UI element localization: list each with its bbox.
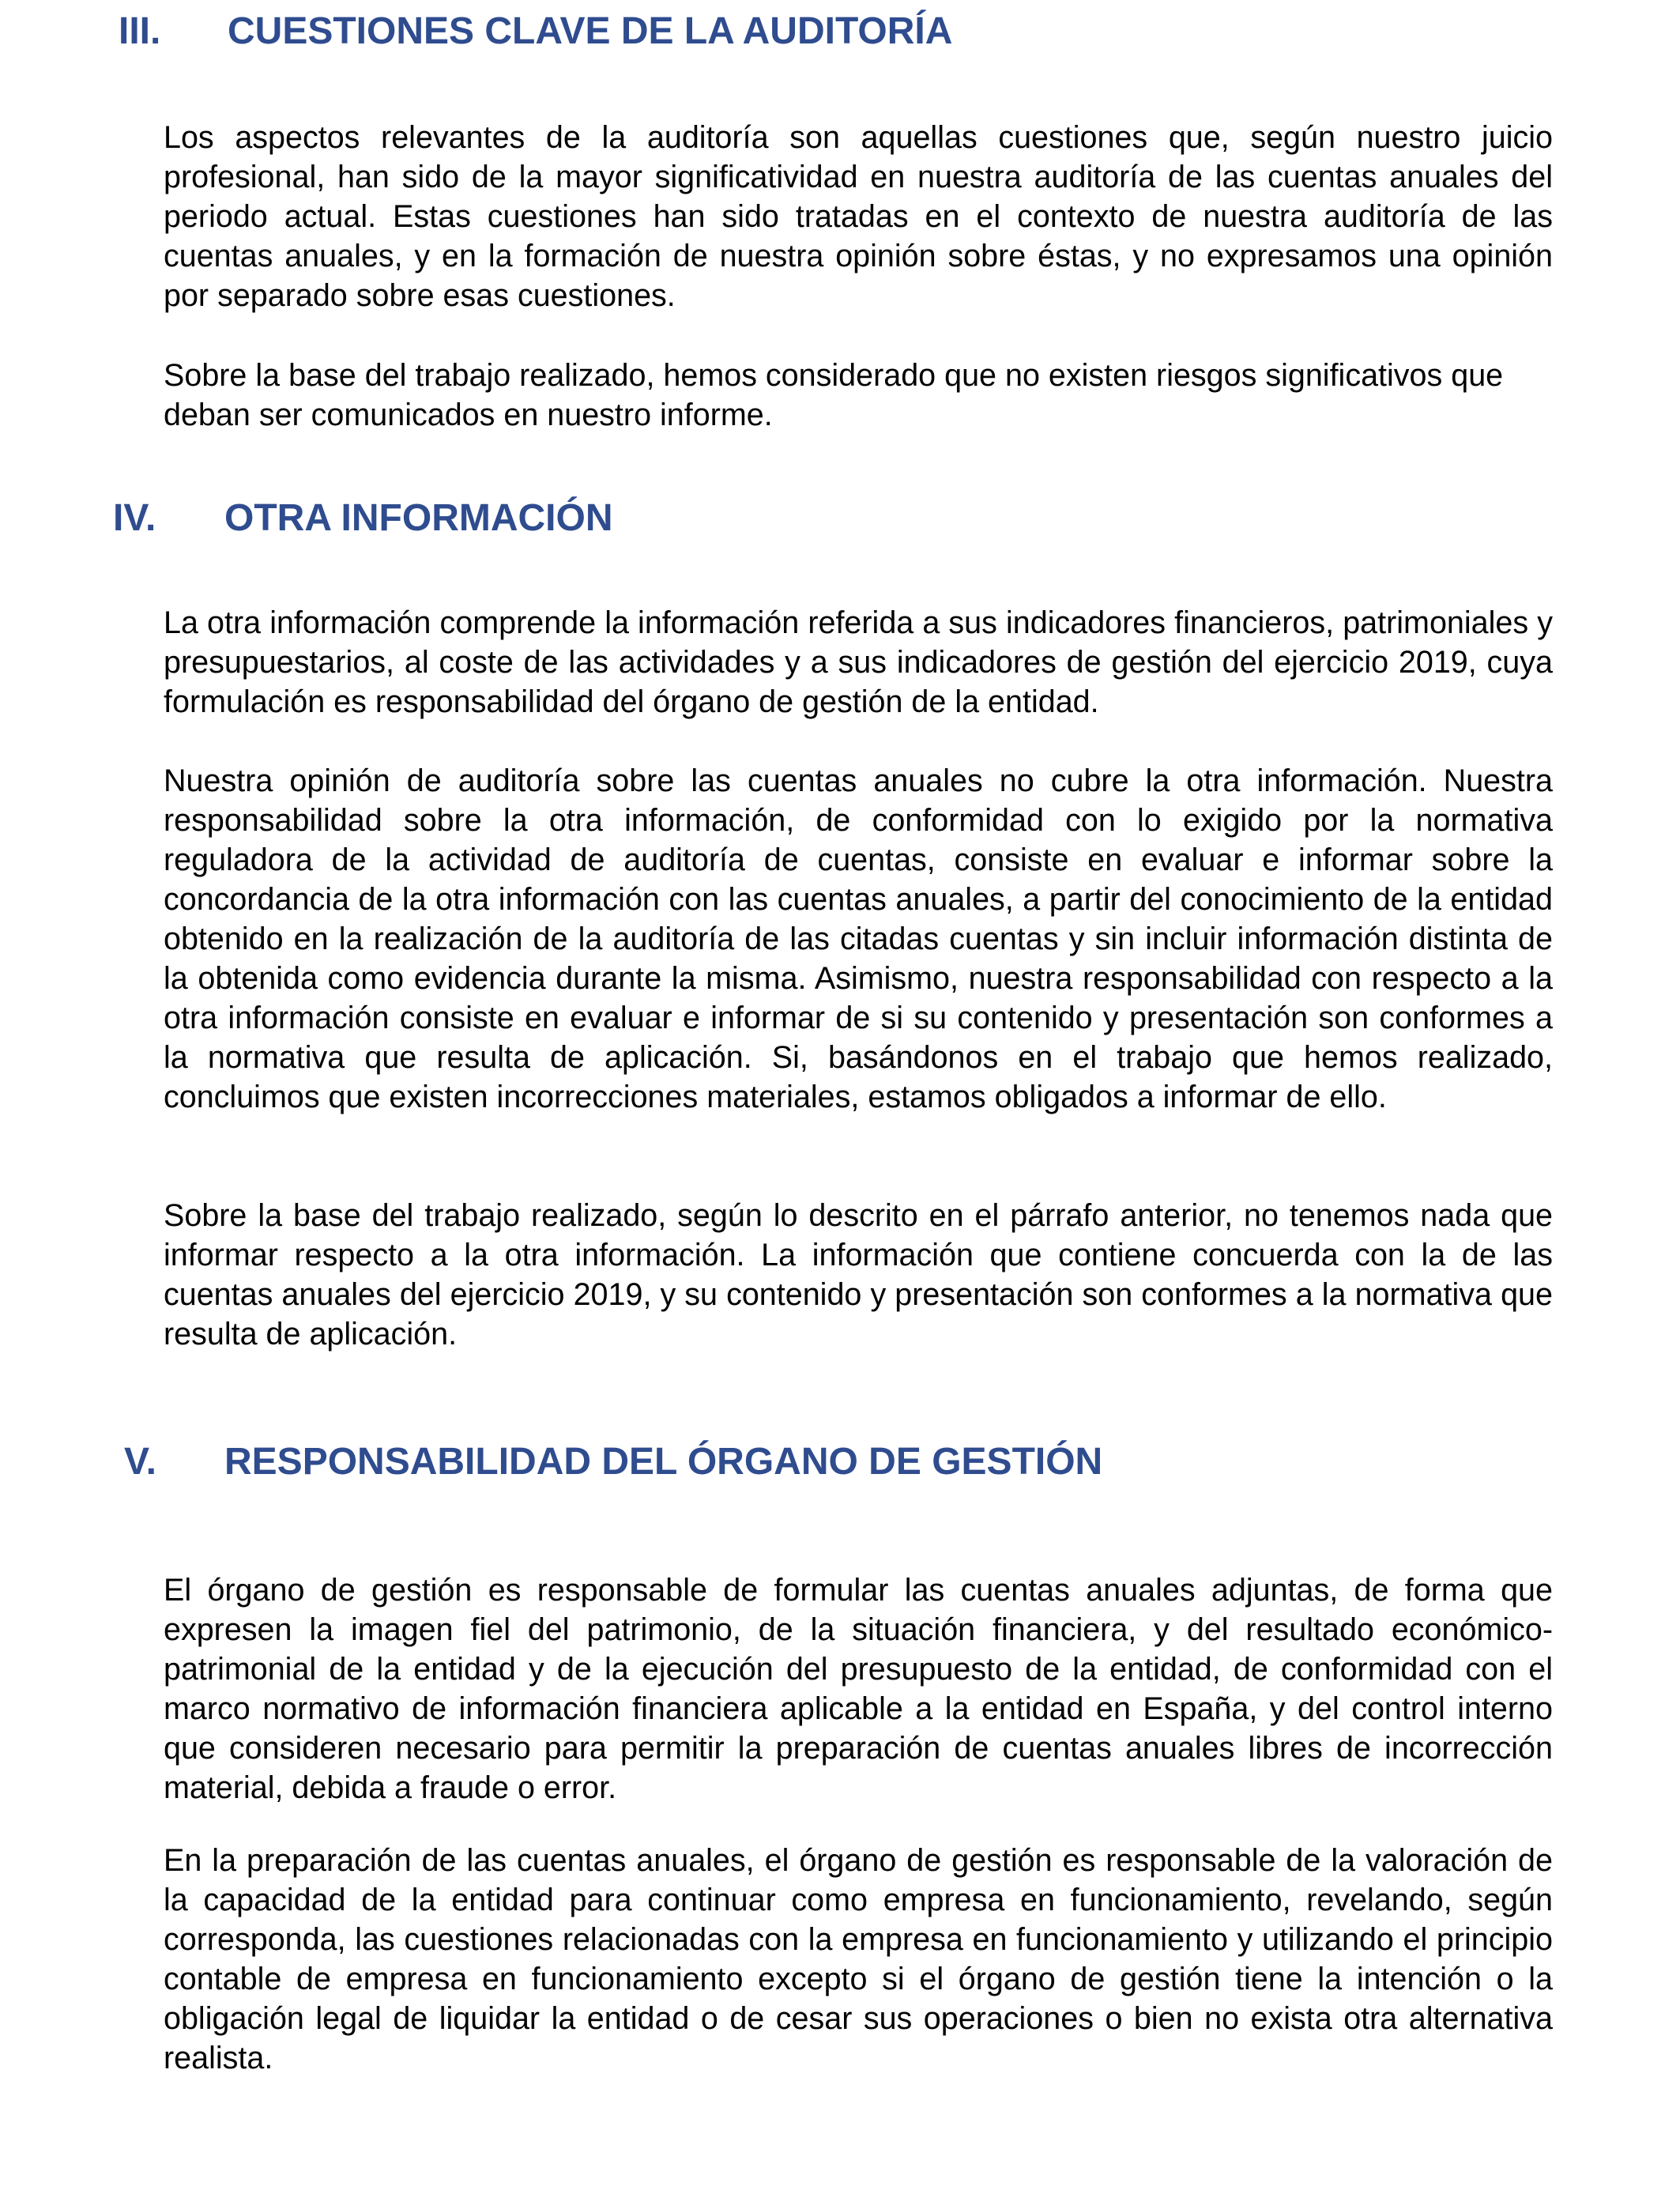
section-title: CUESTIONES CLAVE DE LA AUDITORÍA — [228, 10, 953, 52]
section-heading-v — [124, 1440, 1103, 1484]
paragraph-other-information-conclusion: Sobre la base del trabajo realizado, según lo descrito en el párrafo anterior, no tenemos nada que informar respecto a la otra información. La información que contiene concuerda con la de las cuentas anuales del ejercicio 2019, y su contenido y presentación son conformes a la normativa que resulta de aplicación. — [164, 1198, 1553, 1351]
paragraph-key-audit-matters: Los aspectos relevantes de la auditoría son aquellas cuestiones que, según nuestro juicio profesional, han sido de la mayor significatividad en nuestra auditoría de las cuentas anuales del periodo actual. Estas cuestiones han sido tratadas en el contexto de nuestra auditoría de las cuentas anuales, y en la formación de nuestra opinión sobre éstas, y no expresamos una opinión por separado sobre esas cuestiones. — [164, 120, 1553, 313]
section-number: IV. — [113, 497, 156, 539]
paragraph-opinion-other-information: Nuestra opinión de auditoría sobre las cuentas anuales no cubre la otra información. Nuestra responsabilidad sobre la otra información, de conformidad con lo exigido por la normativa reguladora de la actividad de auditoría de cuentas, consiste en evaluar e informar sobre la concordancia de la otra información con las cuentas anuales, a partir del conocimiento de la entidad obtenido en la realización de la auditoría de las citadas cuentas y sin incluir información distinta de la obtenida como evidencia durante la misma. Asimismo, nuestra responsabilidad con respecto a la otra información consiste en evaluar e informar de si su contenido y presentación son conformes a la normativa que resulta de aplicación. Si, basándonos en el trabajo que hemos realizado, concluimos que existen incorrecciones materiales, estamos obligados a informar de ello. — [164, 763, 1553, 1114]
paragraph-going-concern: En la preparación de las cuentas anuales, el órgano de gestión es responsable de la valoración de la capacidad de la entidad para continuar como empresa en funcionamiento, revelando, según corresponda, las cuestiones relacionadas con la empresa en funcionamiento y utilizando el principio contable de empresa en funcionamiento excepto si el órgano de gestión tiene la intención o la obligación legal de liquidar la entidad o de cesar sus operaciones o bien no exista otra alternativa realista. — [164, 1843, 1553, 2075]
section-number: V. — [124, 1441, 156, 1483]
section-title: RESPONSABILIDAD DEL ÓRGANO DE GESTIÓN — [224, 1441, 1103, 1483]
section-title: OTRA INFORMACIÓN — [224, 497, 613, 539]
paragraph-management-responsibility: El órgano de gestión es responsable de formular las cuentas anuales adjuntas, de forma que expresen la imagen fiel del patrimonio, de la situación financiera, y del resultado económico-patrimonial de la entidad y de la ejecución del presupuesto de la entidad, de conformidad con el marco normativo de información financiera aplicable a la entidad en España, y del control interno que consideren necesario para permitir la preparación de cuentas anuales libres de incorrección material, debida a fraude o error. — [164, 1573, 1553, 1805]
section-heading-iv — [113, 496, 613, 541]
paragraph-other-information-scope: La otra información comprende la información referida a sus indicadores financieros, patrimoniales y presupuestarios, al coste de las actividades y a sus indicadores de gestión del ejercicio 2019, cuya formulación es responsabilidad del órgano de gestión de la entidad. — [164, 605, 1553, 719]
paragraph-no-significant-risks: Sobre la base del trabajo realizado, hemos considerado que no existen riesgos significativos que deban ser comunicados en nuestro informe. — [164, 358, 1504, 432]
section-heading-iii — [119, 9, 953, 54]
section-number: III. — [119, 10, 161, 52]
